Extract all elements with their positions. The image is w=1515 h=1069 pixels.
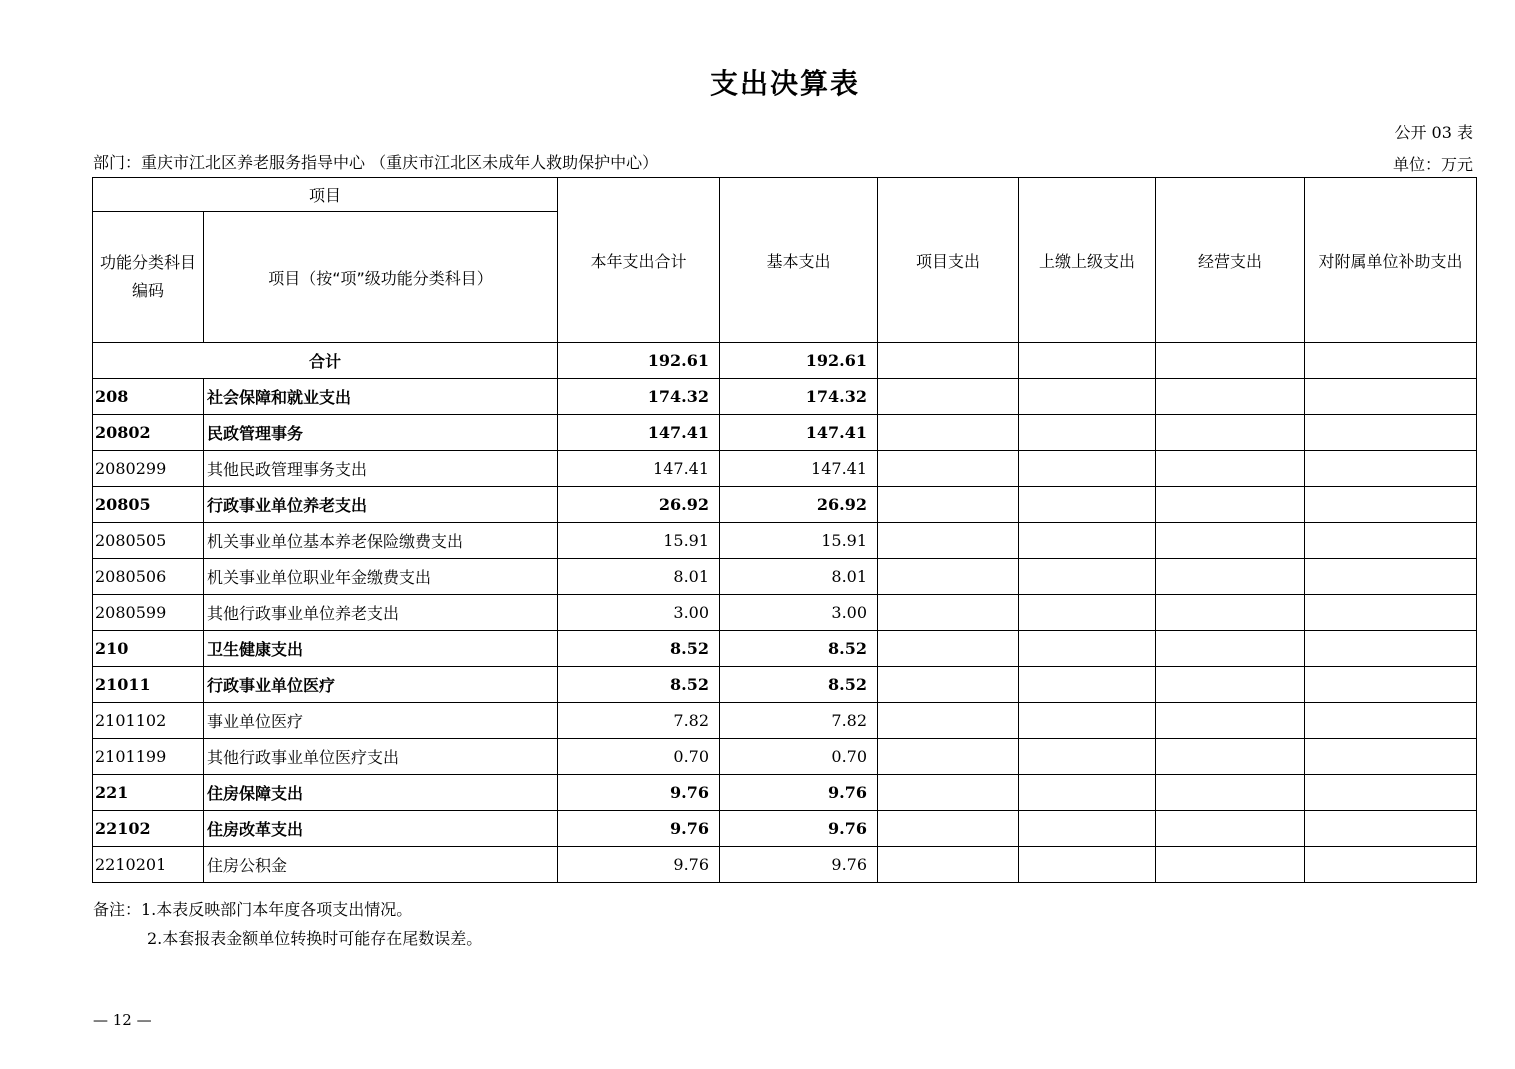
- row-business: [1156, 379, 1305, 415]
- row-business: [1156, 847, 1305, 883]
- row-name: 社会保障和就业支出: [204, 379, 558, 415]
- row-name: 行政事业单位养老支出: [204, 487, 558, 523]
- row-total: 8.52: [558, 631, 720, 667]
- row-upper: [1019, 739, 1156, 775]
- row-code: 22102: [93, 811, 204, 847]
- row-business: [1156, 523, 1305, 559]
- header-subsidy: 对附属单位补助支出: [1305, 178, 1477, 343]
- row-business: [1156, 739, 1305, 775]
- row-subsidy: [1305, 667, 1477, 703]
- row-basic: 15.91: [720, 523, 878, 559]
- row-upper: [1019, 631, 1156, 667]
- row-code: 2080506: [93, 559, 204, 595]
- department-label: 部门：重庆市江北区养老服务指导中心 （重庆市江北区未成年人救助保护中心）: [93, 153, 659, 172]
- table-row: [93, 631, 1477, 667]
- row-business: [1156, 631, 1305, 667]
- row-subsidy: [1305, 415, 1477, 451]
- row-project: [878, 667, 1019, 703]
- row-basic: 8.01: [720, 559, 878, 595]
- row-business: [1156, 775, 1305, 811]
- row-project: [878, 451, 1019, 487]
- row-business: [1156, 703, 1305, 739]
- header-code: 功能分类科目编码: [93, 212, 204, 343]
- row-project: [878, 415, 1019, 451]
- row-basic: 9.76: [720, 811, 878, 847]
- row-total: 9.76: [558, 811, 720, 847]
- total-basic: 192.61: [720, 343, 878, 379]
- row-name: 民政管理事务: [204, 415, 558, 451]
- header-business: 经营支出: [1156, 178, 1305, 343]
- row-code: 21011: [93, 667, 204, 703]
- row-subsidy: [1305, 595, 1477, 631]
- row-total: 26.92: [558, 487, 720, 523]
- header-item: 项目: [93, 178, 558, 212]
- row-subsidy: [1305, 811, 1477, 847]
- row-total: 3.00: [558, 595, 720, 631]
- row-upper: [1019, 703, 1156, 739]
- row-basic: 0.70: [720, 739, 878, 775]
- expenditure-table: [92, 177, 1477, 883]
- row-basic: 9.76: [720, 847, 878, 883]
- row-upper: [1019, 595, 1156, 631]
- row-project: [878, 739, 1019, 775]
- row-code: 210: [93, 631, 204, 667]
- row-code: 2080599: [93, 595, 204, 631]
- table-row: [93, 487, 1477, 523]
- table-row: [93, 523, 1477, 559]
- table-row: [93, 811, 1477, 847]
- row-project: [878, 703, 1019, 739]
- note-2: 2.本套报表金额单位转换时可能存在尾数误差。: [147, 929, 483, 948]
- total-sum: 192.61: [558, 343, 720, 379]
- row-name: 行政事业单位医疗: [204, 667, 558, 703]
- row-project: [878, 559, 1019, 595]
- table-row: [93, 559, 1477, 595]
- row-project: [878, 775, 1019, 811]
- table-row: [93, 379, 1477, 415]
- page-title: 支出决算表: [709, 67, 860, 100]
- row-subsidy: [1305, 775, 1477, 811]
- row-basic: 147.41: [720, 415, 878, 451]
- row-name: 住房公积金: [204, 847, 558, 883]
- row-basic: 9.76: [720, 775, 878, 811]
- row-basic: 147.41: [720, 451, 878, 487]
- row-business: [1156, 667, 1305, 703]
- row-total: 9.76: [558, 847, 720, 883]
- row-business: [1156, 811, 1305, 847]
- row-upper: [1019, 379, 1156, 415]
- row-upper: [1019, 775, 1156, 811]
- row-subsidy: [1305, 703, 1477, 739]
- page-number: — 12 —: [93, 1011, 152, 1029]
- row-code: 20802: [93, 415, 204, 451]
- row-subsidy: [1305, 523, 1477, 559]
- row-name: 住房改革支出: [204, 811, 558, 847]
- row-business: [1156, 451, 1305, 487]
- row-total: 9.76: [558, 775, 720, 811]
- row-name: 其他行政事业单位医疗支出: [204, 739, 558, 775]
- row-basic: 174.32: [720, 379, 878, 415]
- row-upper: [1019, 667, 1156, 703]
- row-project: [878, 811, 1019, 847]
- row-business: [1156, 415, 1305, 451]
- row-code: 2210201: [93, 847, 204, 883]
- row-basic: 3.00: [720, 595, 878, 631]
- table-row: [93, 739, 1477, 775]
- header-project: 项目支出: [878, 178, 1019, 343]
- row-basic: 26.92: [720, 487, 878, 523]
- table-row: [93, 703, 1477, 739]
- total-row: [93, 343, 1477, 379]
- row-name: 其他民政管理事务支出: [204, 451, 558, 487]
- row-total: 174.32: [558, 379, 720, 415]
- header-basic: 基本支出: [720, 178, 878, 343]
- row-total: 8.01: [558, 559, 720, 595]
- row-basic: 7.82: [720, 703, 878, 739]
- row-name: 卫生健康支出: [204, 631, 558, 667]
- row-code: 2080299: [93, 451, 204, 487]
- row-subsidy: [1305, 631, 1477, 667]
- row-project: [878, 847, 1019, 883]
- row-subsidy: [1305, 379, 1477, 415]
- row-code: 208: [93, 379, 204, 415]
- table-row: [93, 667, 1477, 703]
- header-name: 项目（按“项”级功能分类科目）: [204, 212, 558, 343]
- row-upper: [1019, 451, 1156, 487]
- row-project: [878, 523, 1019, 559]
- row-code: 2101199: [93, 739, 204, 775]
- form-number: 公开 03 表: [1394, 123, 1473, 142]
- row-subsidy: [1305, 559, 1477, 595]
- row-code: 221: [93, 775, 204, 811]
- row-name: 其他行政事业单位养老支出: [204, 595, 558, 631]
- row-total: 147.41: [558, 451, 720, 487]
- row-project: [878, 487, 1019, 523]
- row-upper: [1019, 847, 1156, 883]
- row-business: [1156, 595, 1305, 631]
- row-subsidy: [1305, 847, 1477, 883]
- row-code: 20805: [93, 487, 204, 523]
- row-name: 机关事业单位职业年金缴费支出: [204, 559, 558, 595]
- row-total: 15.91: [558, 523, 720, 559]
- note-1: 备注：1.本表反映部门本年度各项支出情况。: [93, 900, 413, 919]
- row-name: 事业单位医疗: [204, 703, 558, 739]
- row-upper: [1019, 811, 1156, 847]
- unit-label: 单位：万元: [1392, 155, 1473, 174]
- row-code: 2101102: [93, 703, 204, 739]
- row-upper: [1019, 559, 1156, 595]
- row-business: [1156, 559, 1305, 595]
- row-upper: [1019, 415, 1156, 451]
- row-total: 7.82: [558, 703, 720, 739]
- row-upper: [1019, 523, 1156, 559]
- row-total: 147.41: [558, 415, 720, 451]
- table-row: [93, 415, 1477, 451]
- header-upper: 上缴上级支出: [1019, 178, 1156, 343]
- row-total: 8.52: [558, 667, 720, 703]
- table-row: [93, 775, 1477, 811]
- header-total: 本年支出合计: [558, 178, 720, 343]
- table-row: [93, 847, 1477, 883]
- table-row: [93, 451, 1477, 487]
- row-basic: 8.52: [720, 667, 878, 703]
- row-basic: 8.52: [720, 631, 878, 667]
- row-total: 0.70: [558, 739, 720, 775]
- row-project: [878, 631, 1019, 667]
- row-name: 住房保障支出: [204, 775, 558, 811]
- row-project: [878, 379, 1019, 415]
- row-name: 机关事业单位基本养老保险缴费支出: [204, 523, 558, 559]
- row-upper: [1019, 487, 1156, 523]
- row-subsidy: [1305, 451, 1477, 487]
- row-project: [878, 595, 1019, 631]
- row-subsidy: [1305, 739, 1477, 775]
- total-label: 合计: [93, 343, 558, 379]
- table-row: [93, 595, 1477, 631]
- row-subsidy: [1305, 487, 1477, 523]
- row-business: [1156, 487, 1305, 523]
- row-code: 2080505: [93, 523, 204, 559]
